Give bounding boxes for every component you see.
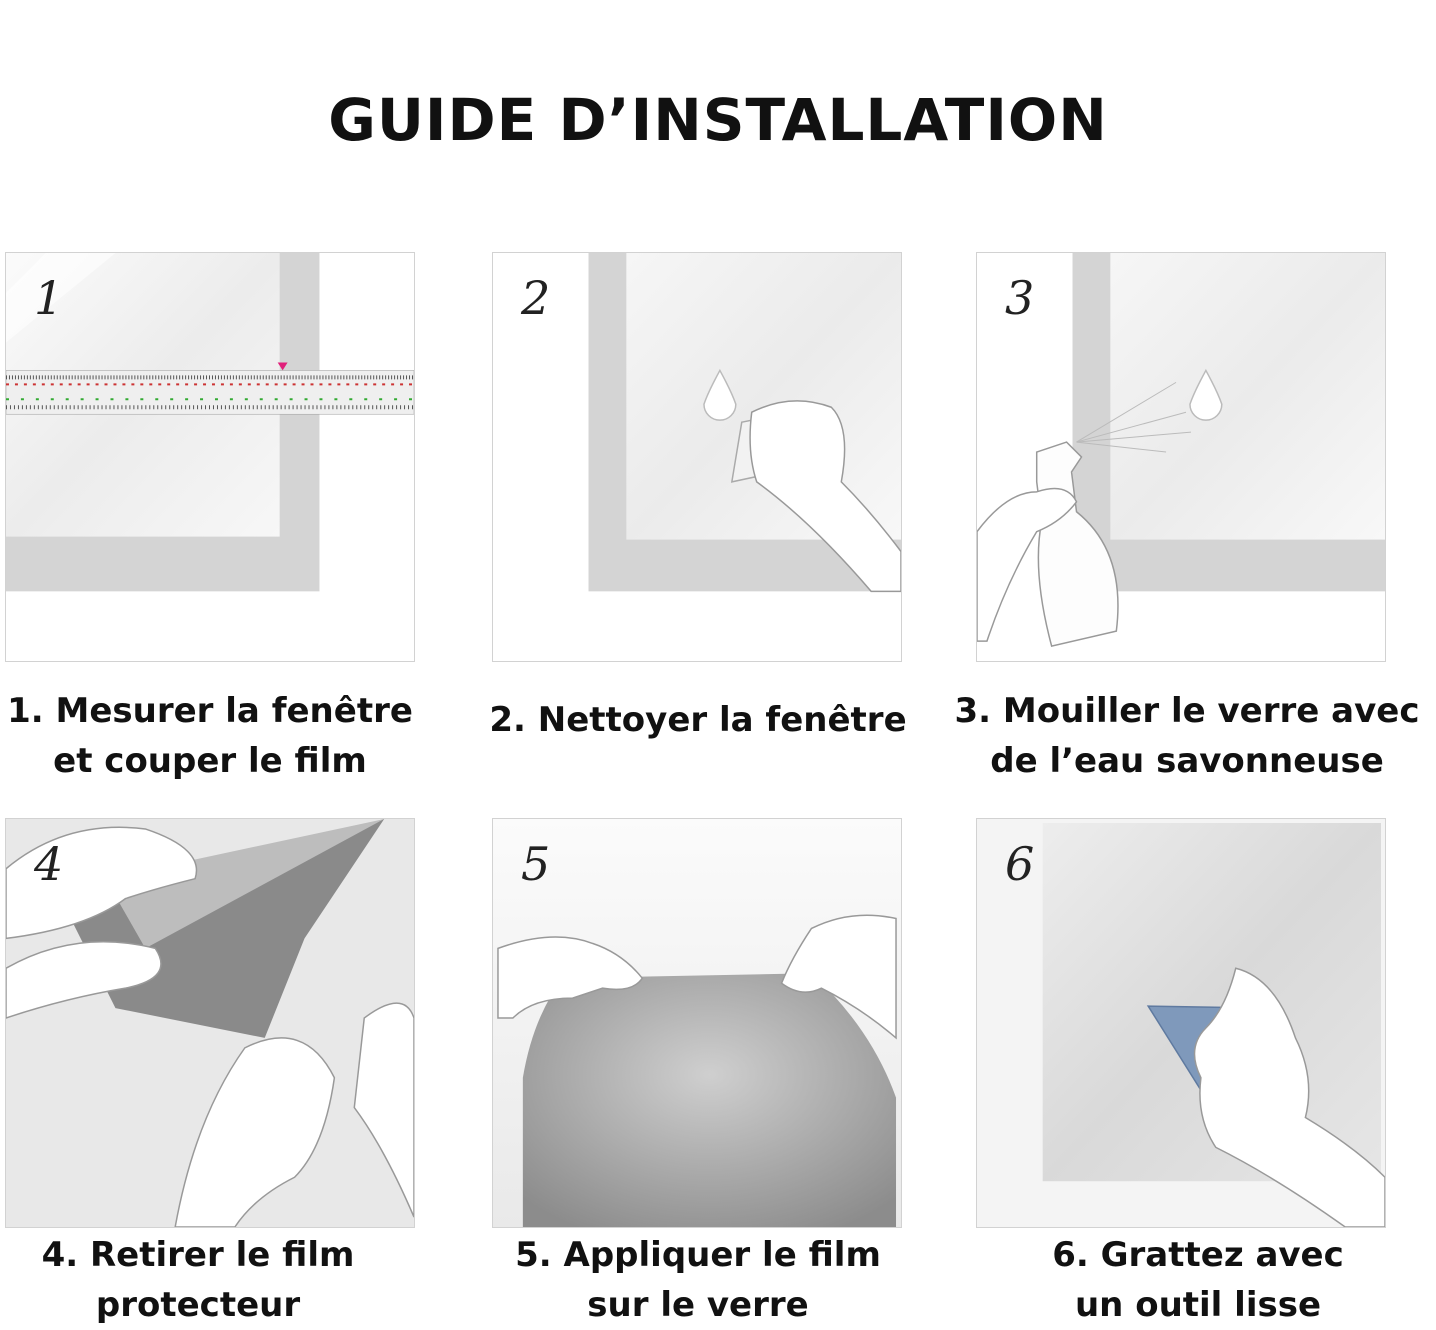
- step-3-illustration: [976, 252, 1386, 662]
- step-number: 5: [521, 837, 551, 891]
- caption-line: 6. Grattez avec: [1052, 1235, 1344, 1275]
- film-apply-illustration: [493, 819, 901, 1227]
- caption-line: un outil lisse: [1074, 1285, 1322, 1325]
- step-1-illustration: [5, 252, 415, 662]
- window-film: [523, 973, 896, 1227]
- caption-line: 3. Mouiller le verre avec: [954, 691, 1420, 731]
- caption-line: 4. Retirer le film: [41, 1235, 355, 1275]
- step-4-illustration: [5, 818, 415, 1228]
- step-6-caption: [960, 1230, 1436, 1330]
- caption-line: de l’eau savonneuse: [990, 741, 1384, 781]
- step-1-caption: [0, 686, 420, 786]
- window-frame-illustration: [6, 253, 414, 661]
- caption-line: 2. Nettoyer la fenêtre: [489, 700, 907, 740]
- film-peel-illustration: [6, 819, 414, 1227]
- step-number: 1: [34, 271, 64, 325]
- step-4-caption: [0, 1230, 396, 1330]
- page-title: GUIDE D’INSTALLATION: [328, 86, 1108, 154]
- caption-line: sur le verre: [587, 1285, 809, 1325]
- window-frame-illustration: [977, 253, 1385, 661]
- ruler-icon: [6, 362, 414, 414]
- step-number: 3: [1005, 271, 1035, 325]
- step-2-caption: [476, 695, 920, 745]
- step-3-caption: [940, 686, 1434, 786]
- step-number: 6: [1005, 837, 1035, 891]
- caption-line: 5. Appliquer le film: [515, 1235, 881, 1275]
- step-number: 2: [521, 271, 551, 325]
- caption-line: et couper le film: [53, 741, 367, 781]
- step-6-illustration: [976, 818, 1386, 1228]
- step-2-illustration: [492, 252, 902, 662]
- scraping-illustration: [977, 819, 1385, 1227]
- caption-line: protecteur: [95, 1285, 301, 1325]
- caption-line: 1. Mesurer la fenêtre: [7, 691, 413, 731]
- step-5-illustration: [492, 818, 902, 1228]
- window-frame-illustration: [493, 253, 901, 661]
- step-number: 4: [34, 837, 64, 891]
- step-5-caption: [476, 1230, 920, 1330]
